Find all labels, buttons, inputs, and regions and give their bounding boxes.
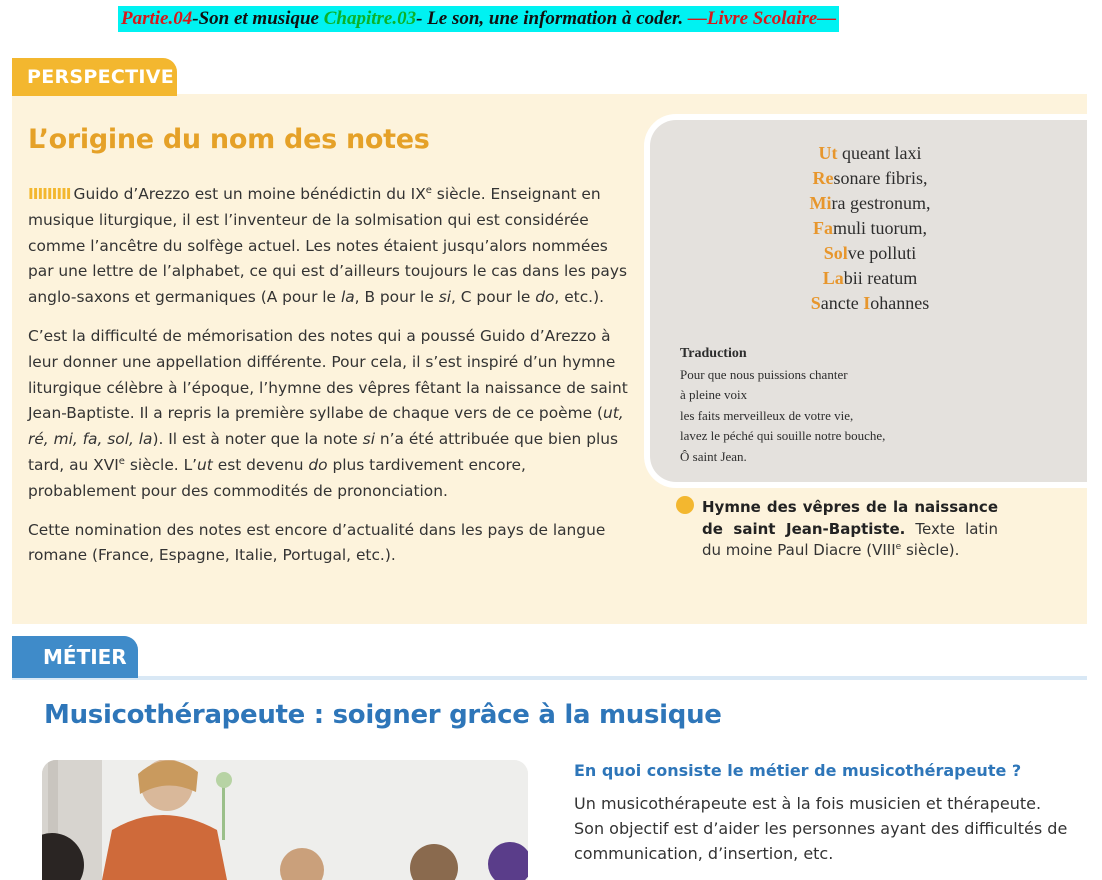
perspective-tab: PERSPECTIVE [12,58,177,96]
translation-block [680,344,885,467]
poem-line [650,166,1090,191]
poem-syllable: La [822,268,844,288]
translation-line: Ô saint Jean. [680,448,747,464]
poem-rest: bii reatum [843,268,918,288]
p1-do: do [535,288,555,307]
partie-label: Partie.04 [121,8,193,29]
poem-line [650,266,1090,291]
translation-line: Pour que nous puissions chanter [680,366,848,382]
poem-line [650,216,1090,241]
p2-ut: ut [197,455,213,474]
poem-syllable: Sol [823,243,848,263]
poem-line [650,191,1090,216]
paragraph-1 [28,182,628,311]
p2-text-c: n’a été attribuée que bien plus tard, au XVI [28,430,619,474]
p1-text-b: siècle. Enseignant en musique liturgique, il est l’inventeur de la solmisation qui est considérée comme l’ancêtre du solfège actuel. Les notes étaient jusqu’alors nommées par une lettre de l’alphabet, ce qui est d’ailleurs toujours le cas dans les pays anglo-saxons et germaniques (A pour le [28,185,627,307]
poem-syllable: Ut [818,143,838,163]
poem-line [650,291,1090,316]
p2-text-e: est devenu [212,455,309,474]
p1-text-c: , B pour le [354,288,439,307]
p2-text-d: siècle. L’ [124,455,198,474]
poem-syllable: S [810,293,821,313]
p1-si: si [438,288,451,307]
metier-question: En quoi consiste le métier de musicothérapeute ? [574,761,1022,780]
partie-title: -Son et musique [192,8,324,29]
poem-line [650,241,1090,266]
metier-title: Musicothérapeute : soigner grâce à la musique [44,700,722,730]
poem-rest: ve polluti [847,243,917,263]
p2-text-b: ). Il est à noter que la note [152,430,363,449]
poem-rest: sonare fibris, [833,168,928,188]
hymn-poem [650,141,1090,316]
chapitre-title: - Le son, une information à coder. [416,8,688,29]
translation-line: les faits merveilleux de votre vie, [680,407,854,423]
p2-si: si [362,430,375,449]
p1-la: la [340,288,355,307]
translation-title: Traduction [680,346,747,361]
paragraph-2 [28,324,628,505]
p2-text-a: C’est la difficulté de mémorisation des notes qui a poussé Guido d’Arezzo à leur donner une appellation différente. Pour cela, il s’est inspiré d’un hymne liturgique célèbre à l’époque, l’hymne des vêpres fêtant la naissance de saint Jean-Baptiste. Il a repris la première syllabe de chaque vers de ce poème ( [28,326,628,423]
p1-sup: e [425,184,432,196]
poem-syllable: I [863,293,871,313]
poem-line [650,141,1090,166]
caption-rest: Texte latin du moine Paul Diacre (VIII [702,519,998,559]
metier-answer: Un musicothérapeute est à la fois musicien et thérapeute. Son objectif est d’aider les personnes ayant des difficultés de communication, d’insertion, etc. [574,794,1068,863]
p2-do: do [308,455,328,474]
caption-bullet-icon [676,496,694,514]
hymn-caption [702,497,998,562]
p1-text-e: , etc.). [554,288,604,307]
poem-rest: ancte [820,293,864,313]
perspective-title: L’origine du nom des notes [28,124,430,155]
musicotherapy-photo [42,760,528,880]
poem-rest: ohannes [870,293,930,313]
metier-divider [12,676,1087,680]
paragraph-3: Cette nomination des notes est encore d’actualité dans les pays de langue romane (France, Espagne, Italie, Portugal, etc.). [28,520,606,565]
bars-decoration: IIIIIIIII [28,185,71,203]
p1-text-a: Guido d’Arezzo est un moine bénédictin du IX [73,185,426,203]
perspective-body [28,182,628,582]
caption-sup: e [895,542,902,552]
poem-syllable: Re [812,168,834,188]
caption-bold: Hymne des vêpres de la naissance de saint Jean-Baptiste. [702,498,998,538]
p1-text-d: , C pour le [451,288,536,307]
metier-tab: MÉTIER [12,636,138,678]
source-label: —Livre Scolaire— [687,8,837,29]
photo-illustration [42,760,528,880]
poem-rest: muli tuorum, [833,218,927,238]
p2-sup: e [118,455,125,467]
poem-syllable: Mi [809,193,832,213]
poem-rest: ra gestronum, [831,193,931,213]
poem-syllable: Fa [813,218,833,238]
chapter-header [118,6,839,32]
translation-line: à pleine voix [680,387,748,402]
p2-syllables: ut, ré, mi, fa, sol, la [28,404,624,449]
caption-end: siècle). [901,541,960,559]
poem-rest: queant laxi [837,143,922,163]
chapitre-label: Chapitre.03 [323,8,417,29]
p2-text-f: plus tardivement encore, probablement pour des commodités de prononciation. [28,455,526,500]
translation-line: lavez le péché qui souille notre bouche, [680,428,886,443]
